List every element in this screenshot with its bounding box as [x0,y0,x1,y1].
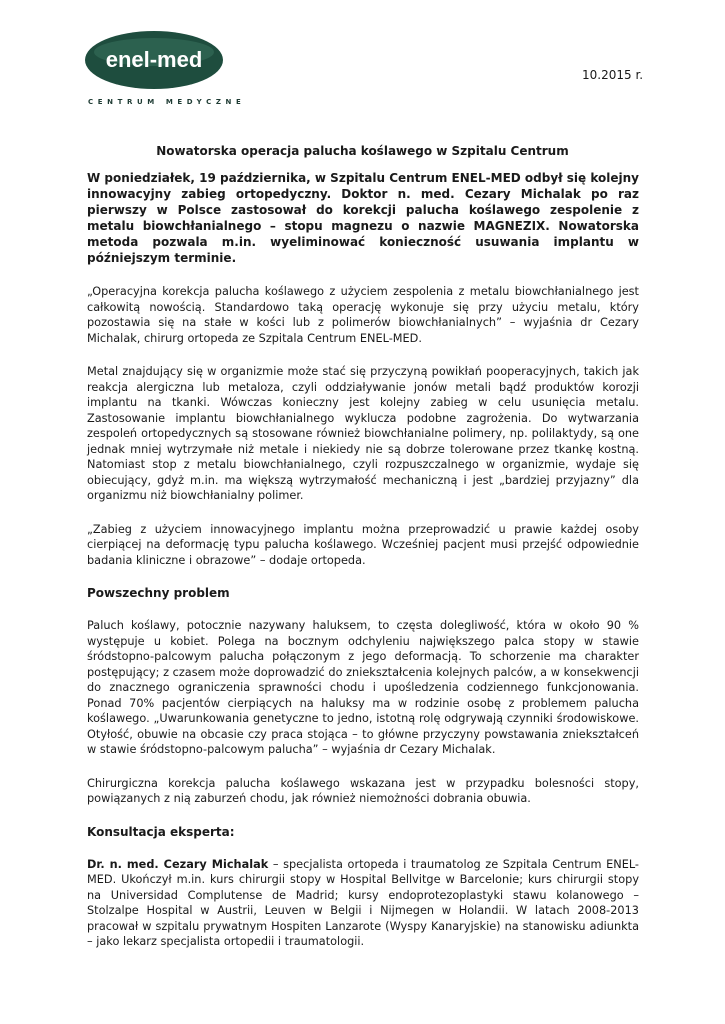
document-title: Nowatorska operacja palucha koślawego w Szpitalu Centrum [156,144,569,158]
logo-text: enel-med [105,47,203,72]
section-heading: Konsultacja eksperta: [87,824,235,839]
section-heading: Powszechny problem [87,586,230,600]
logo-tagline: CENTRUM MEDYCZNE [88,98,246,106]
body-paragraph: Paluch koślawy, potocznie nazywany haluksem, to częsta dolegliwość, która w około 90 % występuje u kobiet. Polega na bocznym odchyleniu największego palca stopy w stawie śródstopno-palcowym palucha połączonym z jego deformacją. To schorzenie ma charakter postępujący; z czasem może doprowadzić do zniekształcenia kolejnych palców, a w konsekwencji do znacznego ograniczenia sprawności chodu i upośledzenia codziennego funkcjonowania. Ponad 70% pacjentów cierpiących na haluksy ma w rodzinie osobę z problemem palucha koślawego. „Uwarunkowania genetyczne to jedno, istotną rolę odgrywają czynniki środowiskowe. Otyłość, obuwie na obcasie czy praca stojąca – to główne przyczyny powstawania zniekształceń w stawie śródstopno-palcowym palucha” – wyjaśnia dr Cezary Michalak. [87,619,639,756]
document-body [87,170,639,968]
expert-bio: – specjalista ortopeda i traumatolog ze Szpitala Centrum ENEL-MED. Ukończył m.in. kurs chirurgii stopy w Hospital Bellvitge w Barcelonie; kurs chirurgii stopy na Universidad Complutense de Madrid; kursy endoprotezoplastyki stawu kolanowego – Stolzalpe Hospital w Austrii, Leuven w Belgii i Nijmegen w Holandii. W latach 2008-2013 pracował w szpitalu prywatnym Hospiten Lanzarote (Wyspy Kanaryjskie) na stanowisku adiunkta – jako lekarz specjalista ortopedii i traumatologii. [87,857,640,948]
document-date: 10.2015 r. [582,68,644,82]
expert-name: Dr. n. med. Cezary Michalak [87,857,269,871]
lead-paragraph: W poniedziałek, 19 października, w Szpitalu Centrum ENEL-MED odbył się kolejny innowacyjny zabieg ortopedyczny. Doktor n. med. Cezary Michalak po raz pierwszy w Polsce zastosował do korekcji palucha koślawego zespolenie z metalu biowchłanialnego – stopu magnezu o nazwie MAGNEZIX. Nowatorska metoda pozwala m.in. wyeliminować konieczność usuwania implantu w późniejszym terminie. [87,171,639,265]
body-paragraph: Metal znajdujący się w organizmie może stać się przyczyną powikłań pooperacyjnych, takich jak reakcja alergiczna lub metaloza, czyli oddziaływanie jonów metali bądź produktów korozji implantu na tkanki. Wówczas konieczny jest kolejny zabieg w celu usunięcia metalu. Zastosowanie implantu biowchłanialnego wyklucza podobne zagrożenia. Do wytwarzania zespoleń ortopedycznych są stosowane również biowchłanialne polimery, np. polilaktydy, są one jednak mniej wytrzymałe niż metale i niekiedy nie są dobrze tolerowane przez tkankę kostną. Natomiast stop z metalu biowchłanialnego, czyli rozpuszczalnego w organizmie, wydaje się obiecujący, gdyż m.in. ma większą wytrzymałość mechaniczną i jest „bardziej przyjazny” dla organizmu niż biowchłanialny polimer. [87,365,639,502]
body-paragraph: „Zabieg z użyciem innowacyjnego implantu można przeprowadzić u prawie każdej osoby cierpiącej na deformację typu palucha koślawego. Wcześniej pacjent musi przejść odpowiednie badania kliniczne i obrazowe” – dodaje ortopeda. [87,522,639,567]
expert-paragraph [87,857,639,950]
enel-med-logo [84,30,246,110]
body-paragraph: „Operacyjna korekcja palucha koślawego z użyciem zespolenia z metalu biowchłanialnego jest całkowitą nowością. Standardowo taką operację wykonuje się przy użyciu metalu, który pozostawia się na stałe w kości lub z polimerów biowchłanialnych” – wyjaśnia dr Cezary Michalak, chirurg ortopeda ze Szpitala Centrum ENEL-MED. [87,285,639,345]
body-paragraph: Chirurgiczna korekcja palucha koślawego wskazana jest w przypadku bolesności stopy, powiązanych z nią zaburzeń chodu, jak również niemożności dobrania obuwia. [87,776,639,805]
logo-oval [84,30,224,90]
